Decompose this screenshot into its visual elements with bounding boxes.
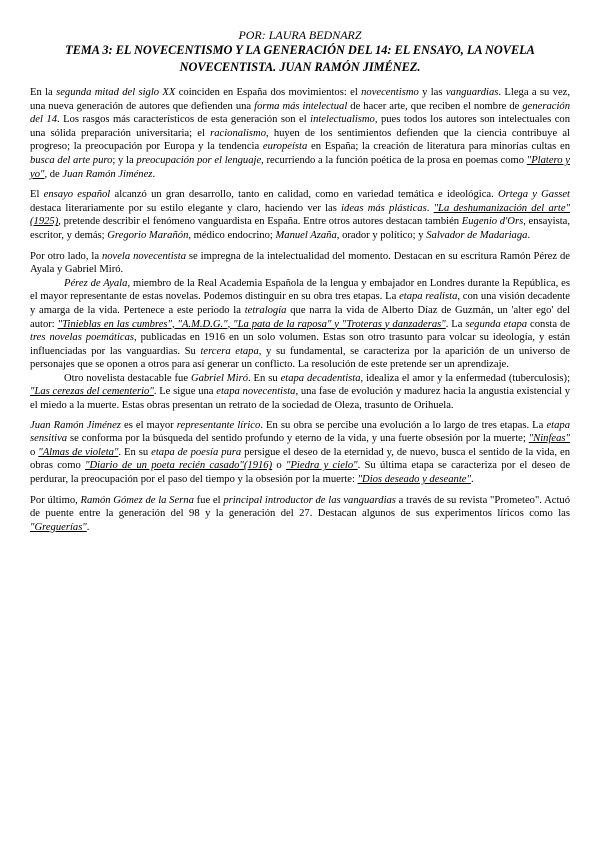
emphasis-run: "Almas de violeta" bbox=[38, 446, 119, 458]
title-prefix: TEMA 3: bbox=[65, 43, 113, 57]
emphasis-run: Juan Ramón Jiménez bbox=[62, 168, 153, 180]
text-run: , publicadas en 1916 en un solo volumen. Estas son otro trasunto para volcar su ideología, y están influenciadas por las vanguardias. Su bbox=[30, 332, 570, 357]
text-run: , idealiza el amor y la enfermedad (tuberculosis); bbox=[360, 372, 571, 384]
paragraph-ensayo bbox=[30, 188, 570, 242]
emphasis-run: tercera etapa bbox=[200, 345, 259, 357]
text-run: . Su última etapa se caracteriza por el deseo de perdurar, la preocupación por el paso del tiempo y la obsesión por la muerte: bbox=[30, 460, 571, 486]
emphasis-run: busca del arte puro bbox=[30, 154, 113, 166]
text-run: destaca literariamente por su estilo elegante y claro, haciendo ver las bbox=[30, 202, 342, 214]
text-run: se impregna de la intelectualidad del momento. Destacan en su escritura Ramón Pérez de Ayala y Gabriel Miró. bbox=[30, 250, 570, 276]
text-run: , con una visión decadente y amarga de la vida. Pertenece a este periodo la bbox=[30, 291, 571, 316]
text-run: . En su bbox=[118, 446, 152, 458]
text-run: . La bbox=[445, 318, 466, 330]
emphasis-run: forma más intelectual bbox=[254, 100, 348, 112]
text-run: a través de su revista "Prometeo". Actuó de puente entre la generación del 98 y la generación del 27. Destacan algunos de sus experimentos líricos como las bbox=[30, 494, 570, 520]
text-run: , miembro de la Real Academia Española de la lengua y embajador en Londres durante la República, es el mayor representante de estas novelas. Podemos distinguir en su obra tres etapas. La bbox=[30, 277, 570, 303]
text-run: , orador y político; y bbox=[336, 229, 427, 241]
text-run: , huyen de los sentimientos defienden que la ciencia contribuye al progreso; la preocupación por Europa y la tendencia bbox=[30, 127, 570, 153]
text-run: , recurriendo a la función poética de la prosa en poemas como bbox=[261, 154, 527, 166]
text-run: es el mayor bbox=[120, 419, 177, 431]
text-run: En la bbox=[30, 87, 57, 98]
text-run: en España; la creación de literatura para minorías cultas en bbox=[307, 141, 570, 153]
emphasis-run: "Diario de un poeta recién casado"(1916) bbox=[85, 460, 273, 472]
emphasis-run: Gregorio Marañón bbox=[107, 229, 189, 241]
paragraph-perez-de-ayala bbox=[30, 277, 570, 372]
text-run: . bbox=[86, 521, 90, 533]
paragraph-novela bbox=[30, 250, 570, 277]
emphasis-run: ensayo español bbox=[43, 189, 111, 201]
paragraph-juan-ramon-jimenez bbox=[30, 419, 570, 487]
emphasis-run: etapa decadentista bbox=[280, 372, 361, 384]
text-run: . bbox=[527, 229, 531, 241]
emphasis-run: principal introductor de las vanguardias bbox=[223, 494, 396, 506]
emphasis-run: tetralogía bbox=[244, 304, 287, 316]
emphasis-run: etapa novecentista bbox=[216, 386, 296, 398]
emphasis-run: generación del 14 bbox=[30, 100, 570, 126]
text-run: . Le sigue una bbox=[153, 386, 217, 398]
emphasis-run: racionalismo bbox=[210, 127, 266, 139]
text-run: consta de bbox=[527, 318, 570, 330]
emphasis-run: Juan Ramón Jiménez bbox=[30, 419, 121, 431]
text-run: . Los rasgos más característicos de esta generación son el bbox=[57, 114, 311, 126]
emphasis-run: Salvador de Madariaga bbox=[426, 229, 528, 241]
emphasis-run: etapa de poesía pura bbox=[151, 446, 242, 458]
body-text bbox=[30, 86, 570, 534]
emphasis-run: Pérez de Ayala bbox=[64, 277, 128, 289]
emphasis-run: "Dios deseado y deseante" bbox=[357, 474, 471, 486]
emphasis-run: novecentismo bbox=[361, 87, 419, 98]
text-run: El bbox=[30, 189, 44, 201]
emphasis-run: preocupación por el lenguaje bbox=[136, 154, 262, 166]
text-run: , pues todos los autores son intelectuales con una sólida preparación universitaria; el bbox=[30, 114, 570, 139]
paragraph-gabriel-miro bbox=[30, 372, 570, 413]
text-run: . En su bbox=[248, 372, 281, 384]
paragraph-intro bbox=[30, 86, 570, 181]
text-run: Por otro lado, la bbox=[30, 250, 102, 262]
text-run: alcanzó un gran desarrollo, tanto en calidad, como en variedad temática e ideológica. bbox=[110, 189, 498, 201]
text-run: se conforma por la búsqueda del sentido profundo y eterno de la vida, y una fuerte obsesión por la muerte; bbox=[67, 433, 529, 445]
emphasis-run: Ramón Gómez de la Serna bbox=[80, 494, 194, 506]
text-run: , pretende describir el fenómeno vanguardista en España. Entre otros autores destacan también bbox=[58, 216, 462, 228]
emphasis-run: "Platero y yo" bbox=[30, 154, 570, 180]
text-run: . Llega a su vez, una nueva generación de autores que defienden una bbox=[30, 87, 570, 112]
text-run: . bbox=[470, 474, 474, 486]
emphasis-run: segunda etapa bbox=[465, 318, 528, 330]
text-run: coinciden en España dos movimientos: el bbox=[175, 87, 362, 98]
text-run: . bbox=[152, 168, 156, 180]
emphasis-run: "Ninfeas" bbox=[528, 433, 570, 445]
author-line: POR: LAURA BEDNARZ bbox=[238, 28, 362, 42]
text-run: , y su fundamental, se caracteriza por la aparición de un universo de personajes que se oponen a otros para así generar un conflicto. La resolución de este pretende ser un aprendizaje. bbox=[30, 345, 570, 371]
emphasis-run: Ortega y Gasset bbox=[497, 189, 570, 201]
text-run: Por último, bbox=[30, 494, 81, 506]
emphasis-run: novela novecentista bbox=[101, 250, 187, 262]
emphasis-run: etapa realista bbox=[399, 291, 458, 303]
text-run: y las bbox=[418, 87, 446, 98]
text-run: . En su obra se percibe una evolución a lo largo de tres etapas. La bbox=[260, 419, 547, 431]
emphasis-run: "Piedra y cielo" bbox=[286, 460, 358, 472]
emphasis-run: intelectualismo bbox=[310, 114, 375, 126]
text-run: que narra la vida de Alberto Díaz de Guzmán, un 'alter ego' del autor: bbox=[30, 304, 570, 330]
text-run: , una fase de evolución y madurez hacia la angustia existencial y el miedo a la muerte. Estas obras presentan un retrato de la sociedad de Oleza, trasunto de Orihuela. bbox=[30, 386, 571, 412]
emphasis-run: "La deshumanización del arte" (1925) bbox=[30, 202, 570, 228]
emphasis-run: Manuel Azaña bbox=[275, 229, 337, 241]
emphasis-run: etapa sensitiva bbox=[30, 419, 570, 445]
text-run: , médico endocrino; bbox=[188, 229, 276, 241]
emphasis-run: "Tinieblas en las cumbres", "A.M.D.G.", "La pata de la raposa" y "Troteras y danzaderas" bbox=[57, 318, 446, 330]
emphasis-run: "Greguerías" bbox=[30, 521, 87, 533]
text-run: o bbox=[30, 446, 39, 458]
emphasis-run: ideas más plásticas bbox=[341, 202, 427, 214]
text-run: Otro novelista destacable fue bbox=[64, 372, 191, 384]
emphasis-run: "Las cerezas del cementerio" bbox=[30, 386, 154, 398]
text-run: fue el bbox=[193, 494, 224, 506]
emphasis-run: Gabriel Miró bbox=[190, 372, 248, 384]
text-run: , de bbox=[44, 168, 63, 180]
text-run: ; y la bbox=[112, 154, 137, 166]
text-run: . bbox=[426, 202, 434, 214]
emphasis-run: europeísta bbox=[262, 141, 308, 153]
text-run: , ensayista, escritor, y demás; bbox=[30, 216, 570, 241]
emphasis-run: Eugenio d'Ors bbox=[461, 216, 524, 228]
text-run: de hacer arte, que reciben el nombre de bbox=[347, 100, 523, 112]
emphasis-run: vanguardias bbox=[445, 87, 499, 98]
text-run: o bbox=[272, 460, 286, 472]
emphasis-run: representante lírico bbox=[176, 419, 261, 431]
document-title bbox=[48, 42, 552, 76]
emphasis-run: tres novelas poemáticas bbox=[30, 332, 135, 344]
emphasis-run: segunda mitad del siglo XX bbox=[56, 87, 176, 98]
title-text: EL NOVECENTISMO Y LA GENERACIÓN DEL 14: EL ENSAYO, LA NOVELA NOVECENTISTA. JUAN RAMÓN JIMÉNEZ. bbox=[115, 43, 535, 74]
text-run: persigue el deseo de la eternidad y, de nuevo, busca el sentido de la vida, en obras como bbox=[30, 446, 570, 472]
paragraph-gomez-de-la-serna bbox=[30, 494, 570, 535]
